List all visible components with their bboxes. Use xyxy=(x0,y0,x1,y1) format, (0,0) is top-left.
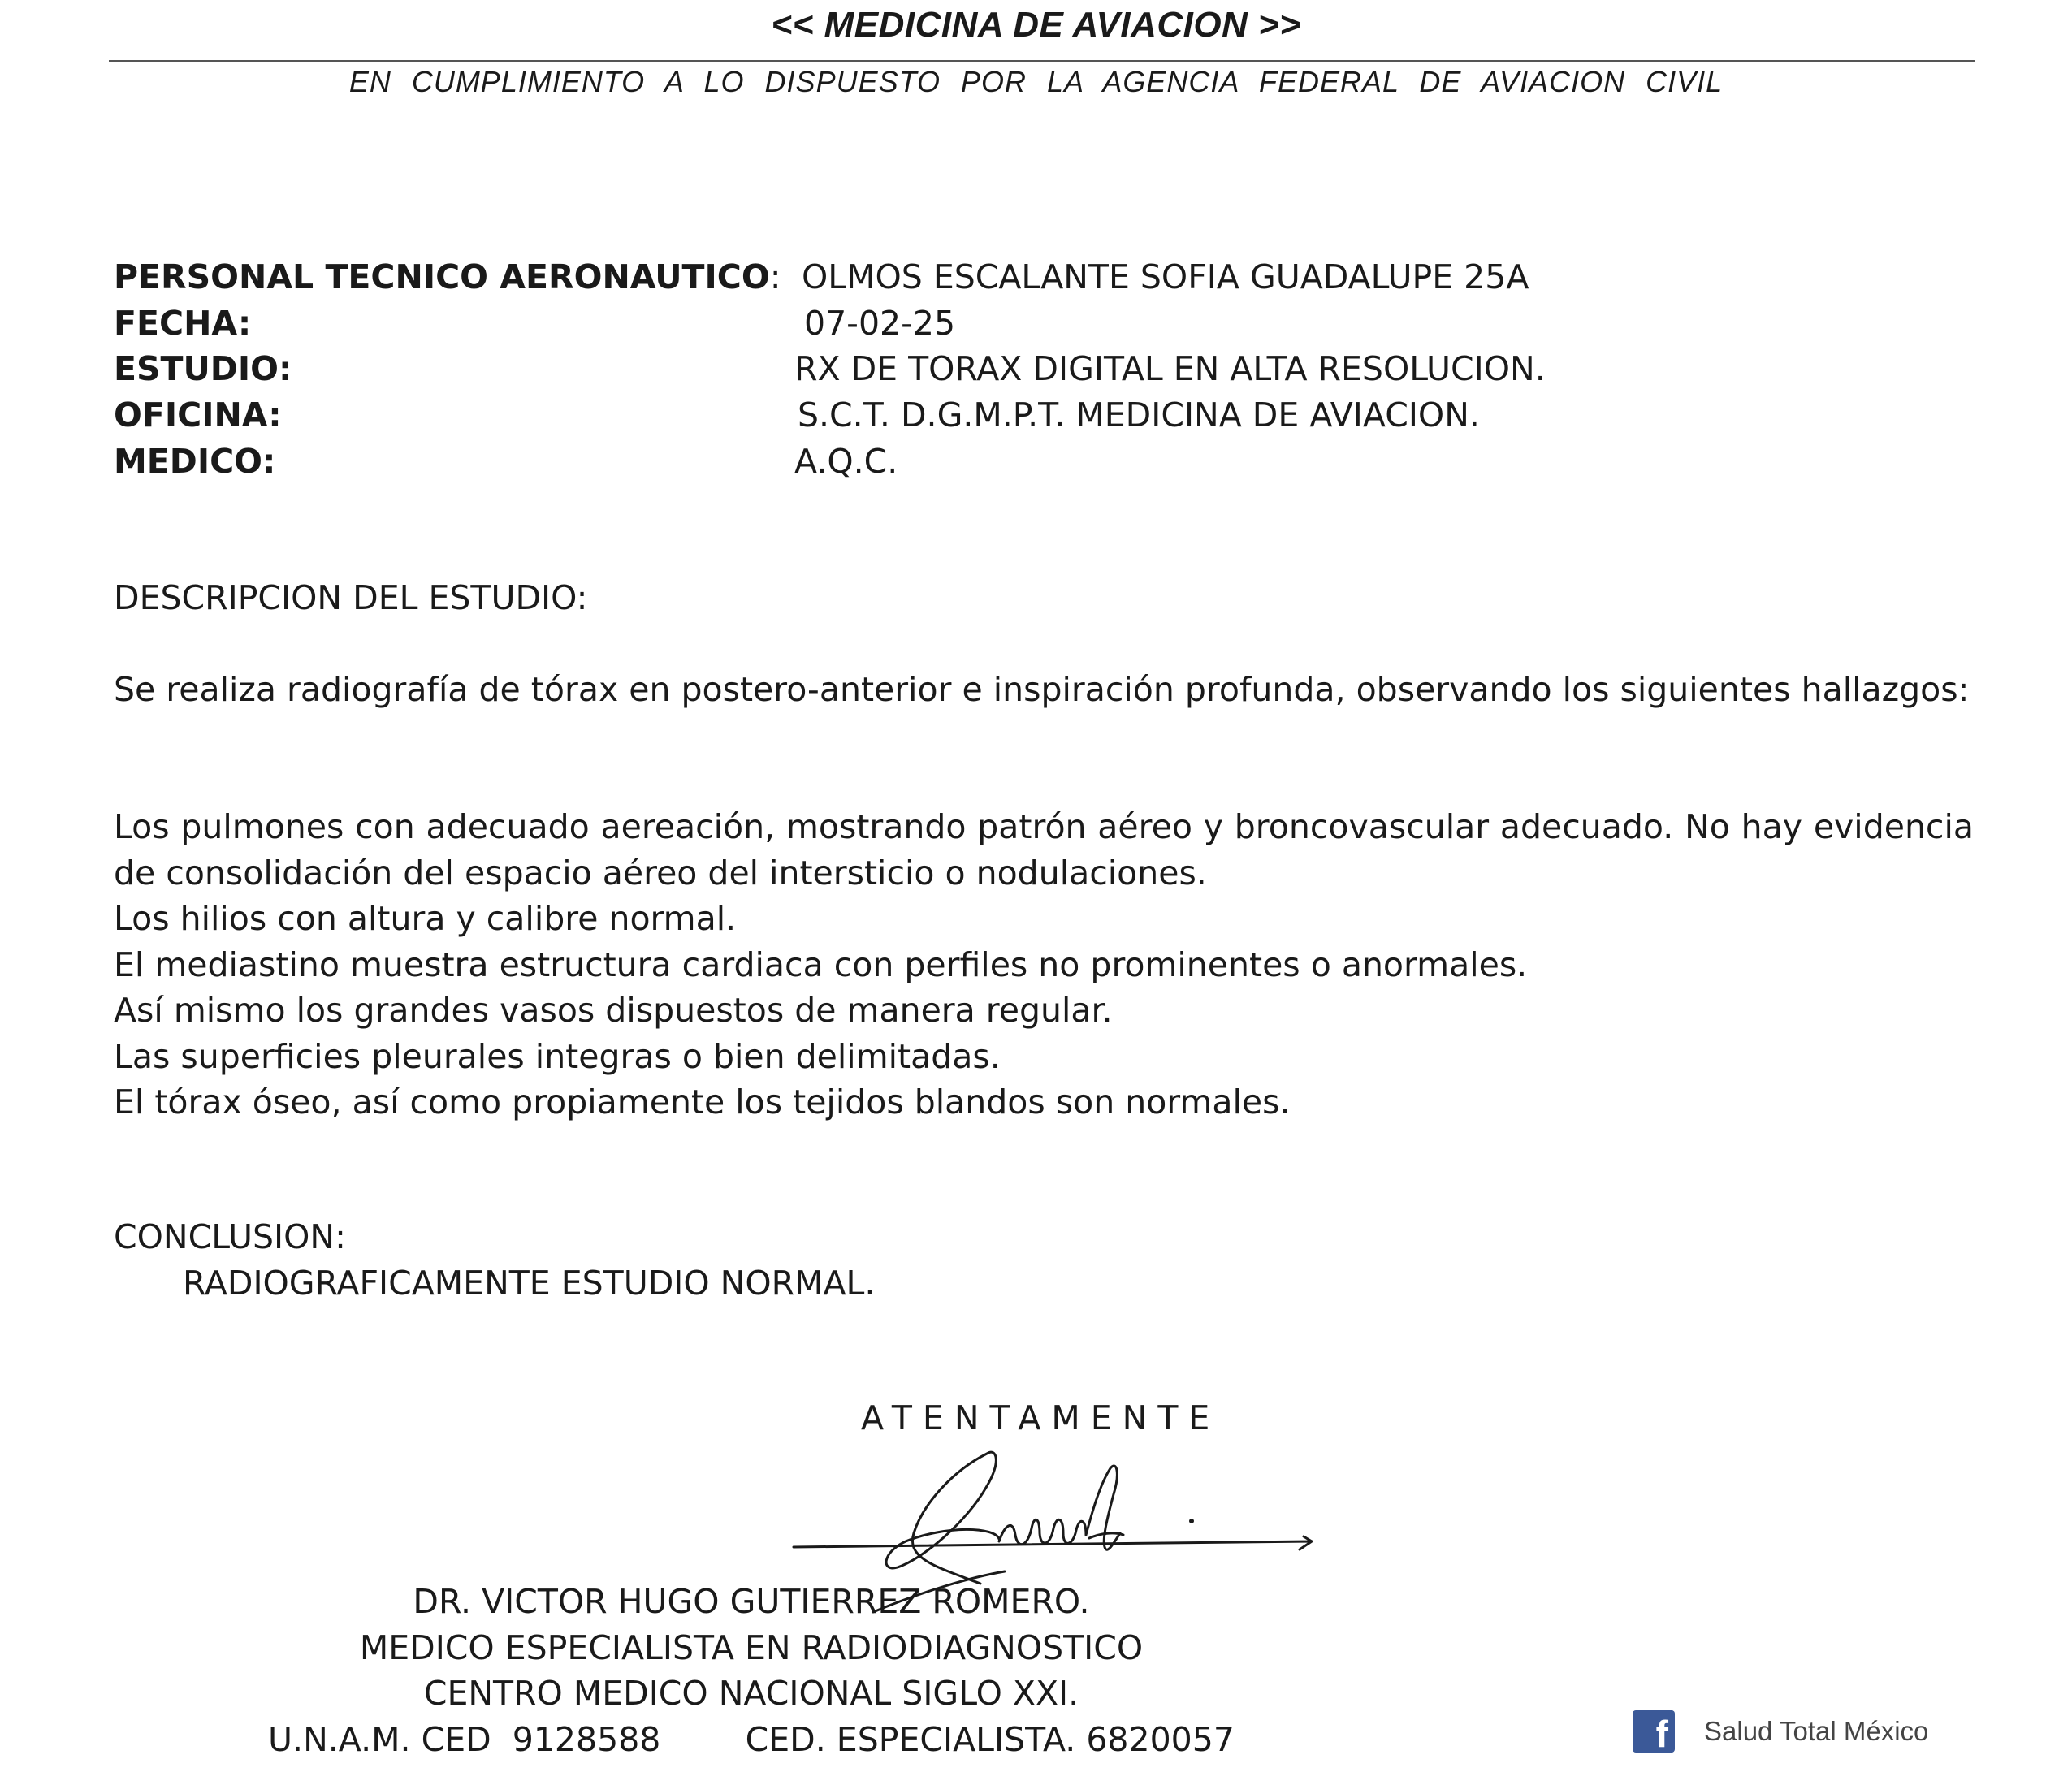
finding-item: Los hilios con altura y calibre normal. xyxy=(114,899,737,938)
field-label: PERSONAL TECNICO AERONAUTICO xyxy=(114,257,770,296)
finding-item: El mediastino muestra estructura cardiaca con perfiles no prominentes o anormales. xyxy=(114,944,1528,984)
finding-lungs: Los pulmones con adecuado aereación, mostrando patrón aéreo y broncovascular adecuado. No hay evidencia de consolidación del espacio aéreo del intersticio o nodulaciones. xyxy=(114,807,1974,892)
finding-item: Así mismo los grandes vasos dispuestos de manera regular. xyxy=(114,991,1113,1030)
facebook-icon: f xyxy=(1633,1710,1675,1753)
header-divider xyxy=(109,60,1975,62)
conclusion-text: RADIOGRAFICAMENTE ESTUDIO NORMAL. xyxy=(183,1264,876,1303)
finding-item: El tórax óseo, así como propiamente los tejidos blandos son normales. xyxy=(114,1083,1291,1122)
description-heading: DESCRIPCION DEL ESTUDIO: xyxy=(114,578,588,617)
field-fecha-label: FECHA: xyxy=(114,304,252,343)
doctor-specialty: MEDICO ESPECIALISTA EN RADIODIAGNOSTICO xyxy=(359,1627,1144,1667)
signature-block xyxy=(0,1579,1503,1762)
field-estudio-label: ESTUDIO: xyxy=(114,349,292,388)
findings-list xyxy=(114,896,1974,1126)
doctor-institution: CENTRO MEDICO NACIONAL SIGLO XXI. xyxy=(423,1674,1079,1713)
field-medico-value: A.Q.C. xyxy=(794,442,898,481)
description-intro: Se realiza radiografía de tórax en postero-anterior e inspiración profunda, observando los siguientes hallazgos: xyxy=(114,670,1970,709)
watermark-text: Salud Total México xyxy=(1704,1716,1929,1746)
finding-item: Las superficies pleurales integras o bien delimitadas. xyxy=(114,1036,1001,1076)
field-oficina-label: OFICINA: xyxy=(114,395,282,434)
document-title: << MEDICINA DE AVIACION >> xyxy=(771,5,1301,45)
field-personal-label xyxy=(114,254,781,300)
field-personal-value: OLMOS ESCALANTE SOFIA GUADALUPE 25A xyxy=(802,257,1529,296)
field-fecha-value: 07-02-25 xyxy=(804,304,956,343)
doctor-credentials: U.N.A.M. CED 9128588 CED. ESPECIALISTA. 6820057 xyxy=(268,1719,1235,1759)
field-medico-label: MEDICO: xyxy=(114,442,276,481)
field-label-colon: : xyxy=(769,257,781,296)
conclusion-heading: CONCLUSION: xyxy=(114,1217,346,1256)
field-estudio-value: RX DE TORAX DIGITAL EN ALTA RESOLUCION. xyxy=(794,349,1546,388)
watermark xyxy=(1633,1707,1928,1756)
closing-text: ATENTAMENTE xyxy=(861,1398,1221,1437)
field-oficina-value: S.C.T. D.G.M.P.T. MEDICINA DE AVIACION. xyxy=(798,395,1480,434)
document-subtitle: EN CUMPLIMIENTO A LO DISPUESTO POR LA AGENCIA FEDERAL DE AVIACION CIVIL xyxy=(348,65,1724,98)
doctor-name: DR. VICTOR HUGO GUTIERREZ ROMERO. xyxy=(413,1582,1090,1621)
